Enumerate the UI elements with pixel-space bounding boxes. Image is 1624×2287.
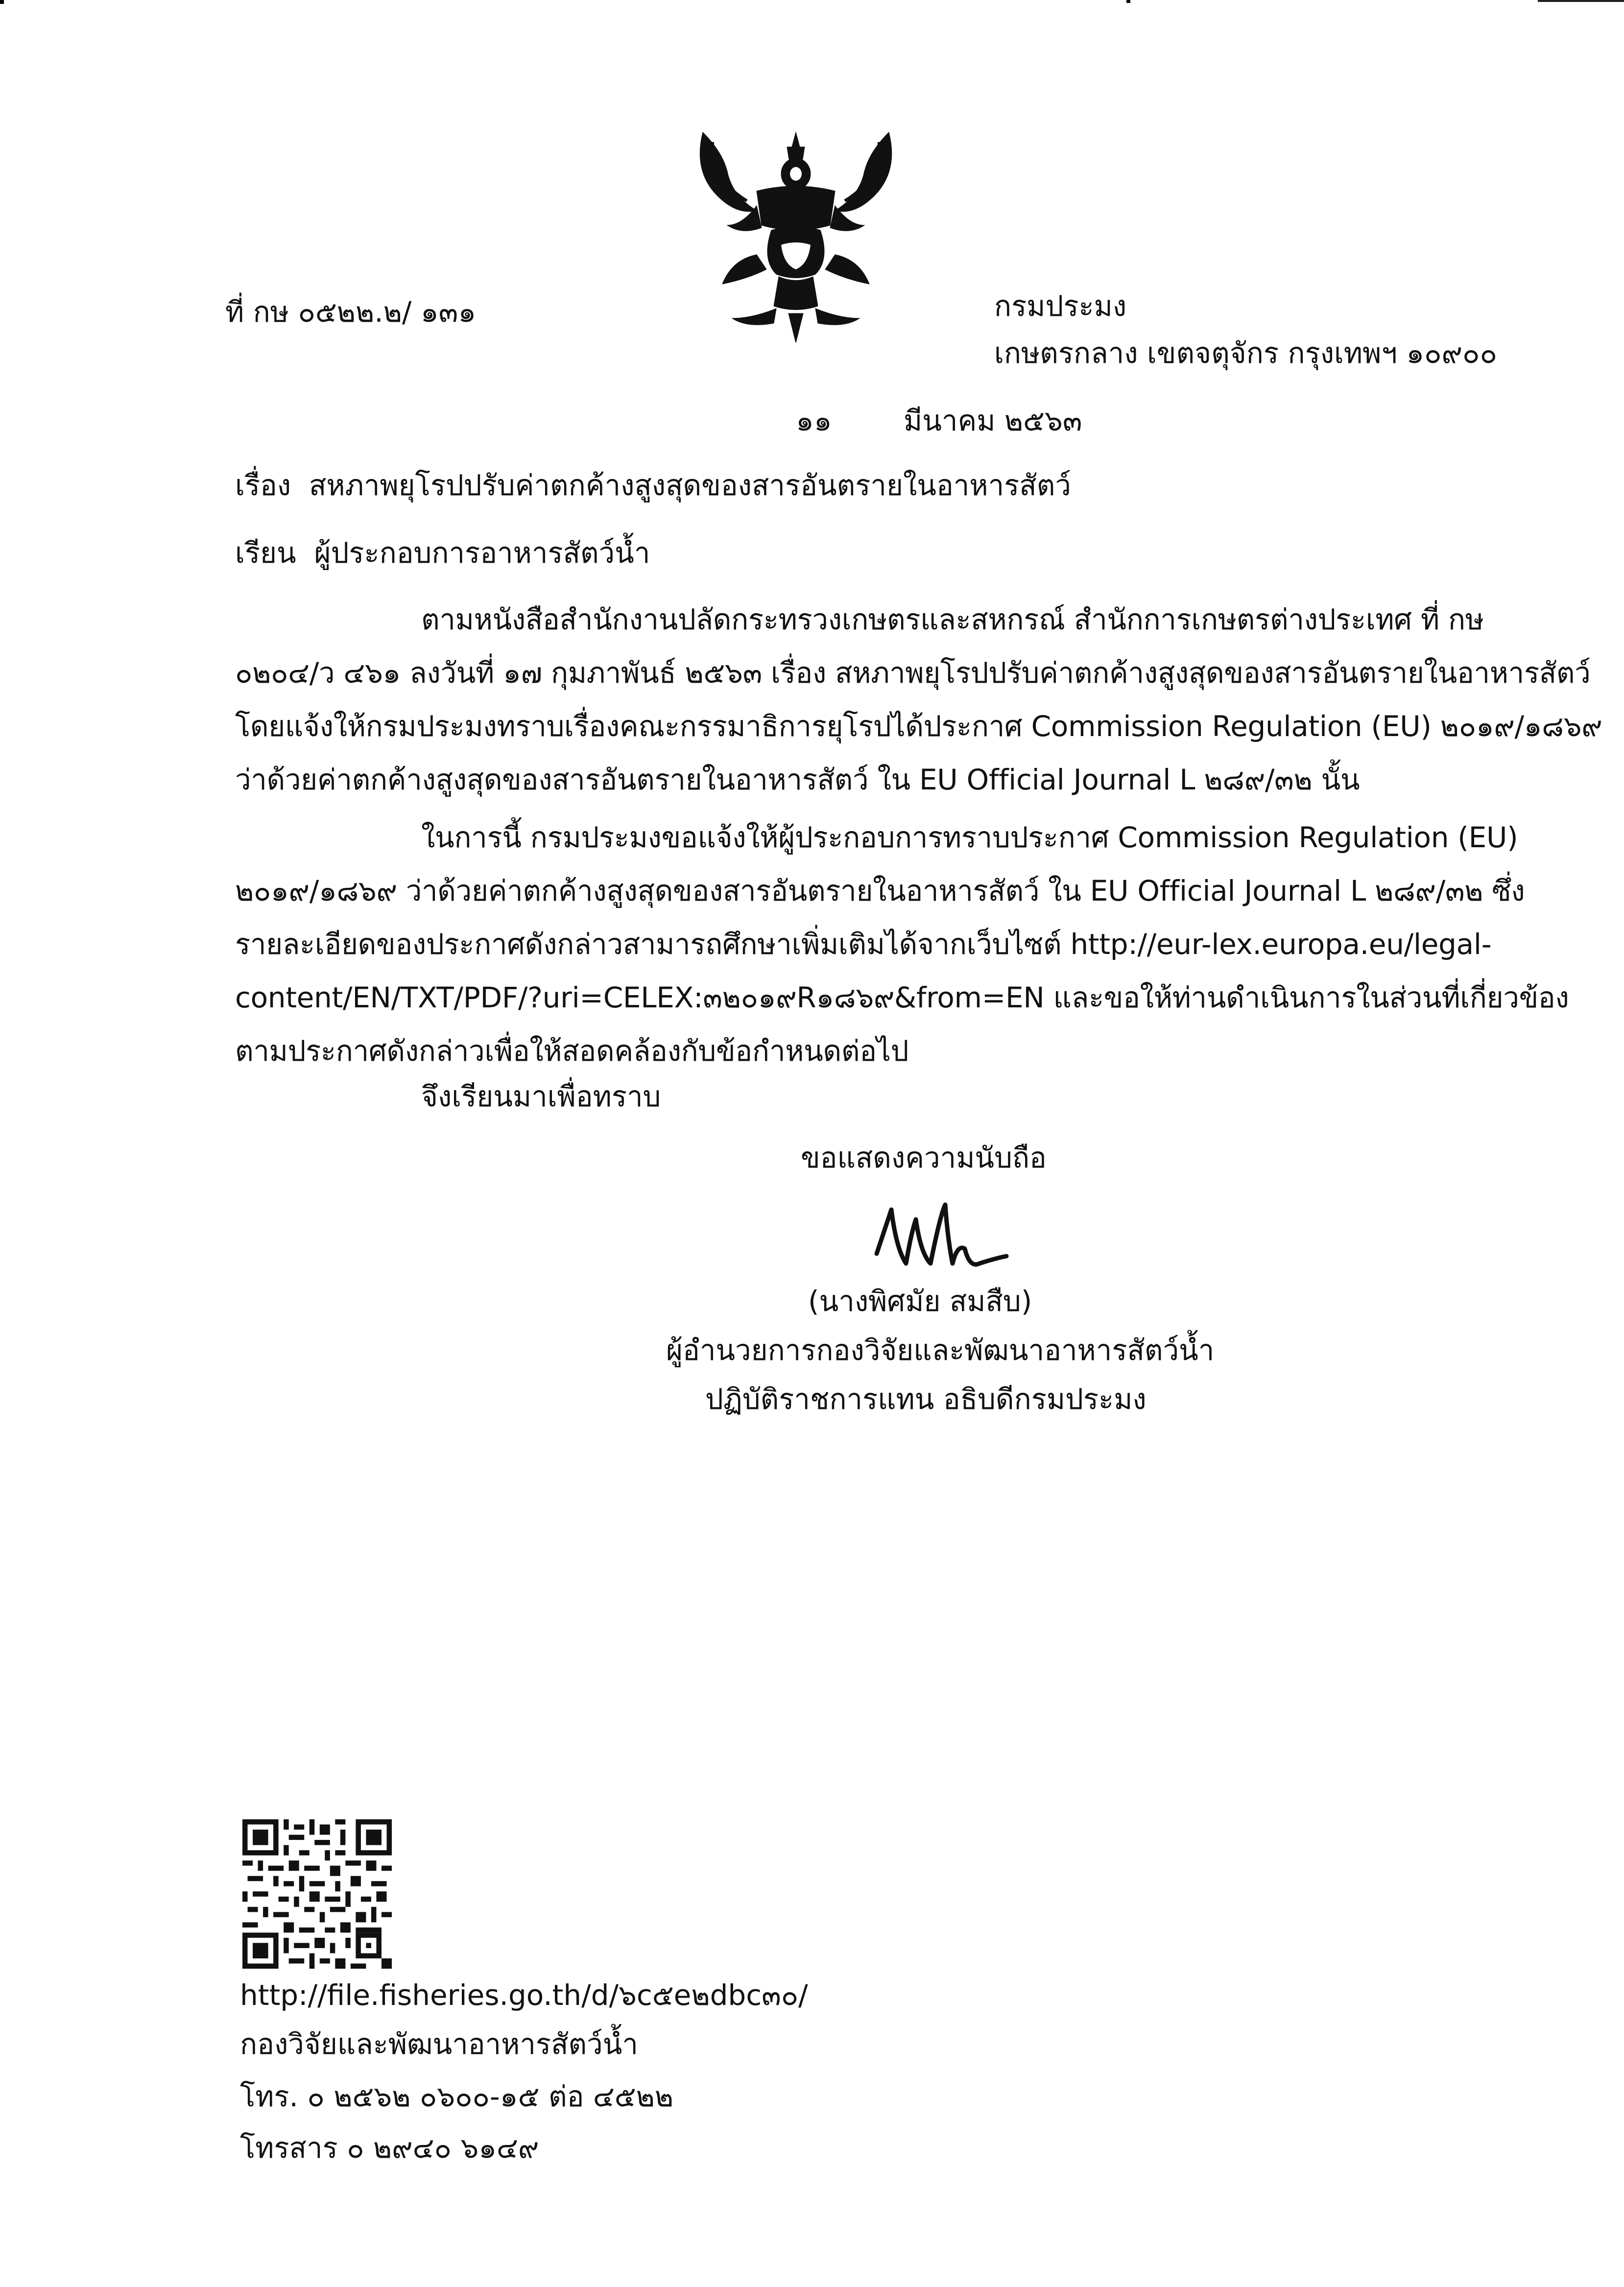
signatory-title-2: ปฏิบัติราชการแทน อธิบดีกรมประมง <box>705 1382 1146 1416</box>
paragraph1-line-3: โดยแจ้งให้กรมประมงทราบเรื่องคณะกรรมาธิการยุโรปได้ประกาศ Commission Regulation (EU) ๒๐๑๙/๑๘๖๙ <box>235 710 1602 743</box>
department-address: เกษตรกลาง เขตจตุจักร กรุงเทพฯ ๑๐๙๐๐ <box>994 336 1497 370</box>
recipient-text: ผู้ประกอบการอาหารสัตว์น้ำ <box>314 536 650 570</box>
subject-line <box>235 471 1071 500</box>
handwritten-signature <box>867 1195 1014 1278</box>
recipient-label: เรียน <box>235 536 296 570</box>
garuda-emblem-icon <box>683 113 908 353</box>
paragraph1-line-1: ตามหนังสือสำนักงานปลัดกระทรวงเกษตรและสหกรณ์ สำนักการเกษตรต่างประเทศ ที่ กษ <box>421 603 1484 636</box>
paragraph2-line-1: ในการนี้ กรมประมงขอแจ้งให้ผู้ประกอบการทราบประกาศ Commission Regulation (EU) <box>421 821 1518 854</box>
footer-url[interactable]: http://file.fisheries.go.th/d/๖c๕e๒dbc๓๐/ <box>240 1978 808 2012</box>
subject-label: เรื่อง <box>235 469 291 502</box>
paragraph1-line-2: ๐๒๐๔/ว ๔๖๑ ลงวันที่ ๑๗ กุมภาพันธ์ ๒๕๖๓ เรื่อง สหภาพยุโรปปรับค่าตกค้างสูงสุดของสารอันตรายในอาหารสัตว์ <box>235 656 1591 690</box>
document-number: ที่ กษ ๐๕๒๒.๒/ ๑๓๑ <box>225 295 477 329</box>
paragraph2-line-3: รายละเอียดของประกาศดังกล่าวสามารถศึกษาเพิ่มเติมได้จากเว็บไซต์ http://eur-lex.europa.eu/legal- <box>235 928 1492 961</box>
qr-code-icon <box>242 1819 392 1969</box>
paragraph1-line-4: ว่าด้วยค่าตกค้างสูงสุดของสารอันตรายในอาหารสัตว์ ใน EU Official Journal L ๒๘๙/๓๒ นั้น <box>235 763 1360 796</box>
paragraph2-line-2: ๒๐๑๙/๑๘๖๙ ว่าด้วยค่าตกค้างสูงสุดของสารอันตรายในอาหารสัตว์ ใน EU Official Journal L ๒๘๙/๓๒ ซึ่ง <box>235 874 1525 907</box>
signatory-title-1: ผู้อำนวยการกองวิจัยและพัฒนาอาหารสัตว์น้ำ <box>666 1334 1215 1367</box>
signatory-name: (นางพิศมัย สมสืบ) <box>808 1285 1032 1318</box>
footer-fax: โทรสาร ๐ ๒๙๔๐ ๖๑๔๙ <box>240 2131 539 2165</box>
recipient-line <box>235 536 650 570</box>
paragraph2-line-5: ตามประกาศดังกล่าวเพื่อให้สอดคล้องกับข้อกำหนดต่อไป <box>235 1034 909 1068</box>
subject-text: สหภาพยุโรปปรับค่าตกค้างสูงสุดของสารอันตรายในอาหารสัตว์ <box>309 469 1071 502</box>
department-name: กรมประมง <box>994 289 1127 323</box>
paragraph2-line-4: content/EN/TXT/PDF/?uri=CELEX:๓๒๐๑๙R๑๘๖๙&from=EN และขอให้ท่านดำเนินการในส่วนที่เกี่ยวข้อง <box>235 981 1569 1014</box>
footer-phone: โทร. ๐ ๒๕๖๒ ๐๖๐๐-๑๕ ต่อ ๔๕๒๒ <box>240 2080 674 2113</box>
footer-division: กองวิจัยและพัฒนาอาหารสัตว์น้ำ <box>240 2027 638 2061</box>
letter-date-month-year: มีนาคม ๒๕๖๓ <box>904 404 1082 437</box>
letter-date-day: ๑๑ <box>796 404 832 437</box>
regards-line: ขอแสดงความนับถือ <box>801 1141 1047 1174</box>
closing-line: จึงเรียนมาเพื่อทราบ <box>421 1080 661 1113</box>
